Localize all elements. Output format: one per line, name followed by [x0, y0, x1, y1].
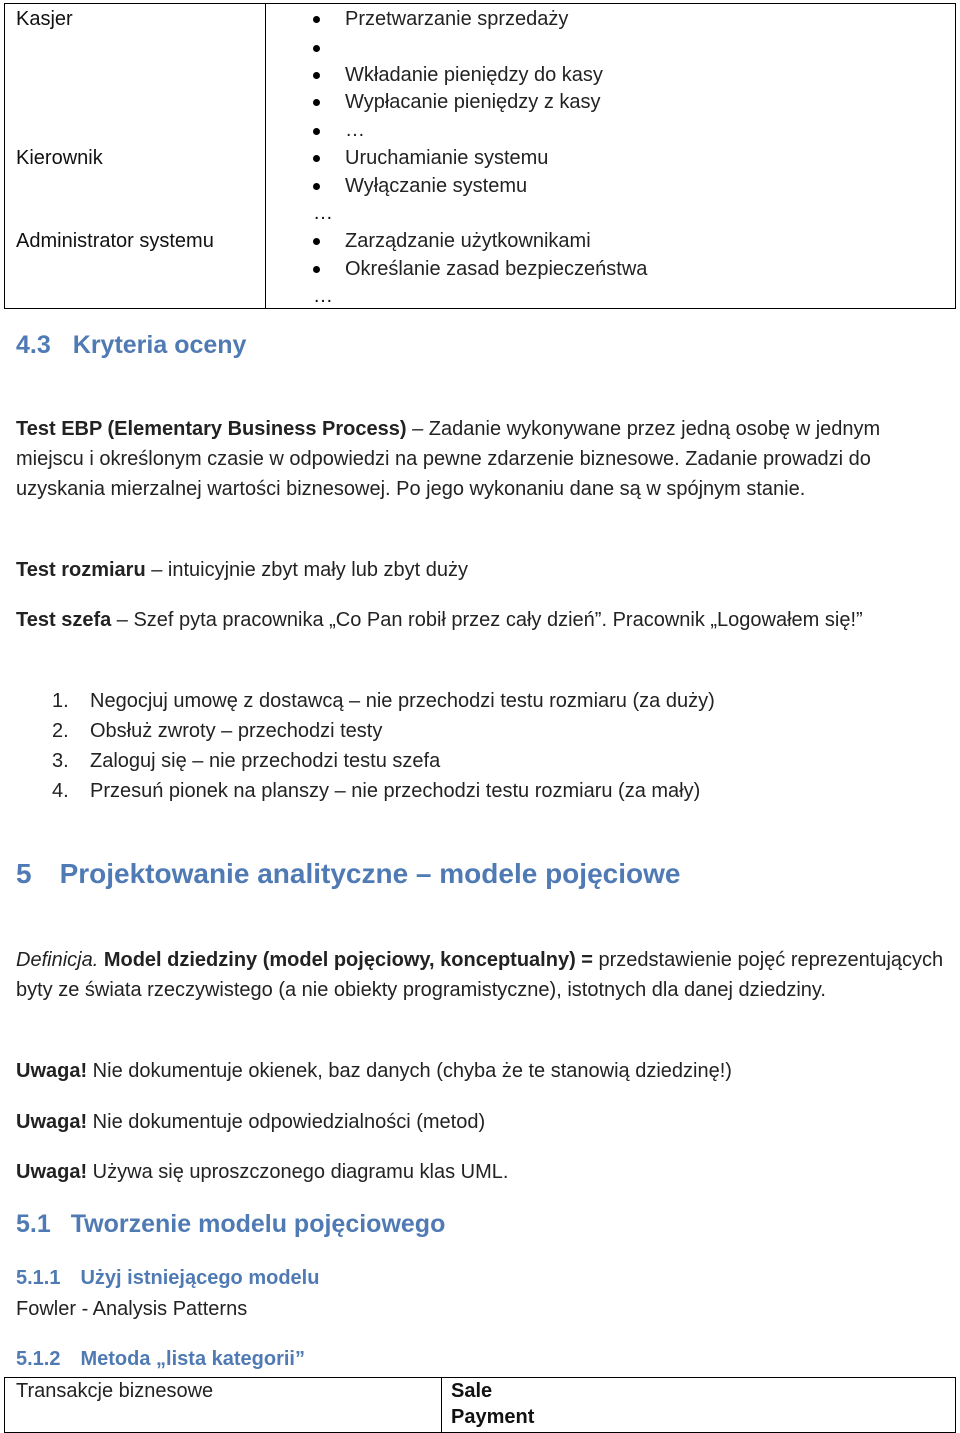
bullet-icon — [313, 16, 320, 23]
category-cell: Transakcje biznesowe — [16, 1380, 214, 1402]
use-case-item: Przetwarzanie sprzedaży — [345, 8, 569, 30]
bullet-icon — [313, 99, 320, 106]
list-item: 3. Zaloguj się – nie przechodzi testu szefa — [52, 750, 441, 772]
note-paragraph: Uwaga! Nie dokumentuje okienek, baz danych (chyba że te stanowią dziedzinę!) — [16, 1060, 732, 1082]
actor-cashier: Kasjer — [16, 8, 73, 30]
use-case-item: Uruchamianie systemu — [345, 147, 549, 169]
list-item: 1. Negocjuj umowę z dostawcą – nie przechodzi testu rozmiaru (za duży) — [52, 690, 715, 712]
bullet-icon — [313, 72, 320, 79]
section-heading-5-1-1: 5.1.1 Użyj istniejącego modelu — [16, 1267, 320, 1289]
list-item: 2. Obsłuż zwroty – przechodzi testy — [52, 720, 383, 742]
table-column-divider — [441, 1378, 442, 1432]
definition-paragraph: Definicja. Model dziedziny (model pojęciowy, konceptualny) = przedstawienie pojęć reprezentujących byty ze świata rzeczywistego (a nie obiekty programistyczne), istotnych dla danej dziedziny. — [16, 949, 944, 1001]
section-heading-5: 5 Projektowanie analityczne – modele pojęciowe — [16, 858, 681, 889]
ebp-paragraph: Test EBP (Elementary Business Process) – Zadanie wykonywane przez jedną osobę w jednym miejscu i określonym czasie w odpowiedzi na pewne zdarzenie biznesowe. Zadanie prowadzi do uzyskania mierzalnej wartości biznesowej. Po jego wykonaniu dane są w spójnym stanie. — [16, 418, 881, 500]
actor-admin: Administrator systemu — [16, 230, 214, 252]
use-case-item: Określanie zasad bezpieczeństwa — [345, 258, 648, 280]
examples-list — [16, 686, 715, 806]
category-example: Payment — [451, 1406, 535, 1428]
use-case-item: … — [345, 119, 365, 141]
bullet-icon — [313, 238, 320, 245]
ellipsis-text: … — [313, 202, 333, 224]
note-paragraph: Uwaga! Nie dokumentuje odpowiedzialności (metod) — [16, 1111, 486, 1133]
use-case-item: Zarządzanie użytkownikami — [345, 230, 591, 252]
bullet-icon — [313, 155, 320, 162]
list-item: 4. Przesuń pionek na planszy – nie przechodzi testu rozmiaru (za mały) — [52, 780, 701, 802]
bullet-icon — [313, 266, 320, 273]
section-heading-5-1-2: 5.1.2 Metoda „lista kategorii” — [16, 1348, 305, 1370]
table-column-divider — [265, 4, 266, 308]
fowler-reference: Fowler - Analysis Patterns — [16, 1298, 248, 1320]
section-heading-5-1: 5.1 Tworzenie modelu pojęciowego — [16, 1210, 446, 1238]
use-case-item: Wkładanie pieniędzy do kasy — [345, 64, 603, 86]
bullet-icon — [313, 128, 320, 135]
section-heading-4-3: 4.3 Kryteria oceny — [16, 331, 247, 359]
actor-manager: Kierownik — [16, 147, 103, 169]
bullet-icon — [313, 45, 320, 52]
category-example: Sale — [451, 1380, 493, 1402]
use-case-item: Wyłączanie systemu — [345, 175, 528, 197]
use-case-item: Wypłacanie pieniędzy z kasy — [345, 91, 601, 113]
size-test-paragraph: Test rozmiaru – intuicyjnie zbyt mały lub zbyt duży — [16, 559, 469, 581]
ellipsis-text: … — [313, 285, 333, 307]
boss-test-paragraph: Test szefa – Szef pyta pracownika „Co Pan robił przez cały dzień”. Pracownik „Logowałem się!” — [16, 609, 863, 631]
note-paragraph: Uwaga! Używa się uproszczonego diagramu klas UML. — [16, 1161, 509, 1183]
bullet-icon — [313, 183, 320, 190]
